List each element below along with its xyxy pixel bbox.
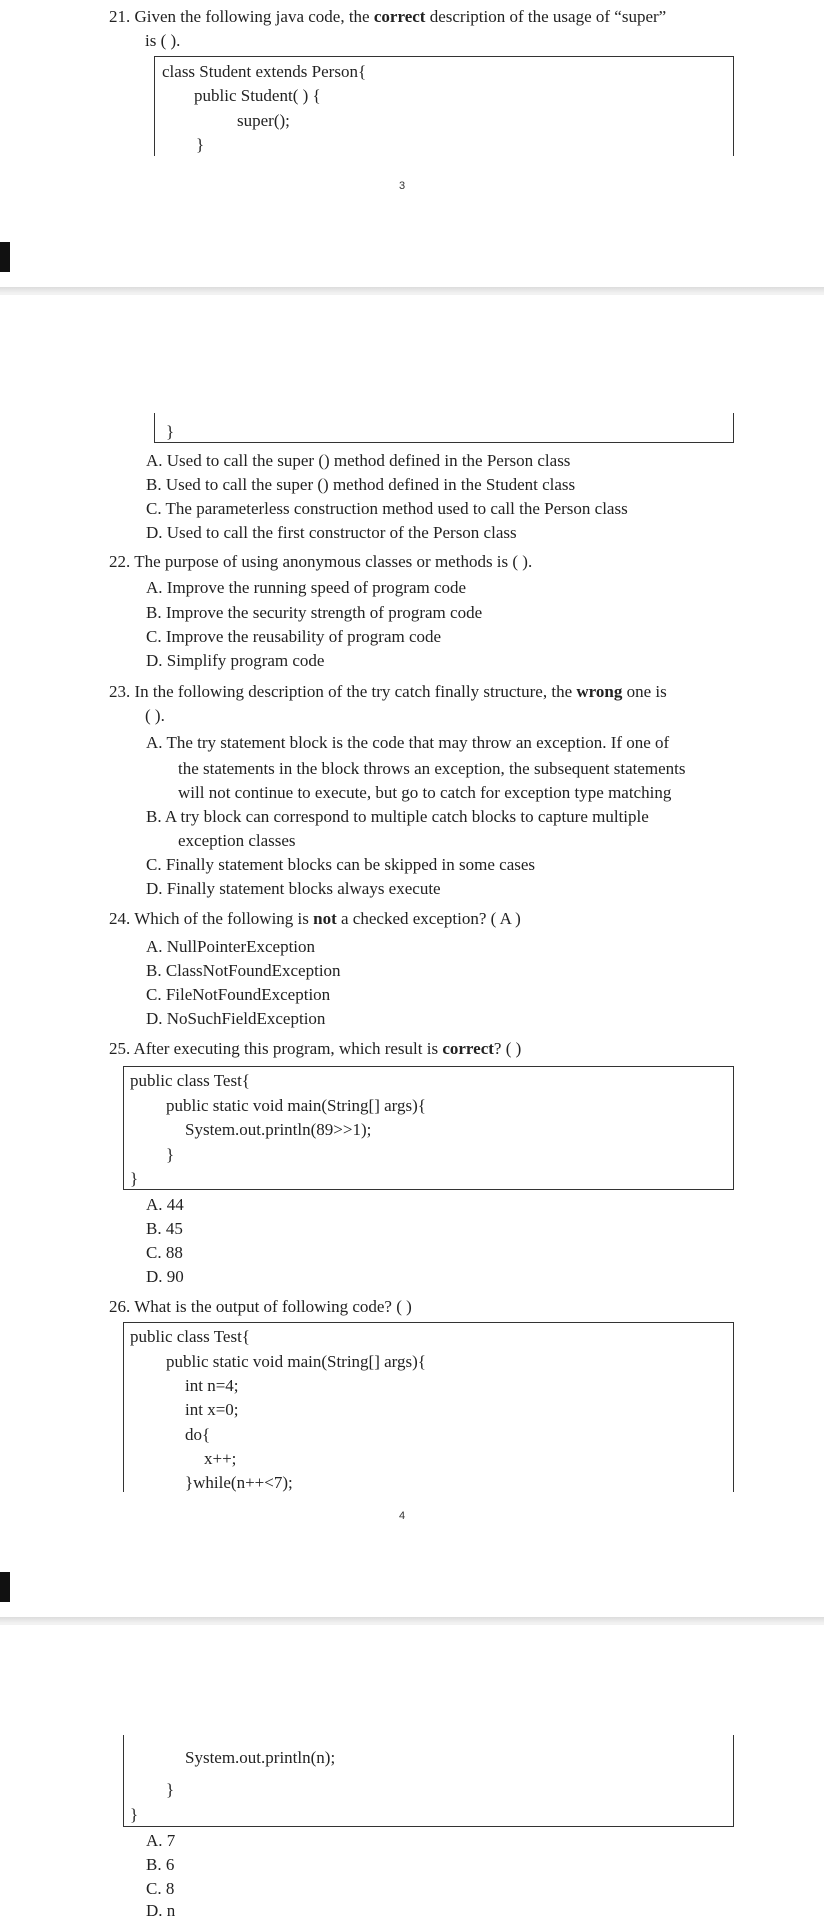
- code-line: }while(n++<7);: [185, 1473, 293, 1492]
- code-line: super();: [237, 111, 290, 130]
- question-26-stem: 26. What is the output of following code? ( ): [109, 1297, 412, 1316]
- question-24-option: B. ClassNotFoundException: [146, 961, 341, 980]
- question-25-stem: 25. After executing this program, which result is correct? ( ): [109, 1039, 522, 1058]
- question-21-stem-line2: is ( ).: [145, 31, 181, 50]
- code-line: }: [130, 1169, 139, 1188]
- page-gap: [0, 1623, 824, 1625]
- question-21-option: C. The parameterless construction method used to call the Person class: [146, 499, 628, 518]
- question-21-option: B. Used to call the super () method defined in the Student class: [146, 475, 576, 494]
- code-line: int n=4;: [185, 1376, 239, 1395]
- code-line: System.out.println(89>>1);: [185, 1120, 372, 1139]
- question-23-option-a: A. The try statement block is the code that may throw an exception. If one of: [146, 733, 670, 752]
- code-line: public static void main(String[] args){: [166, 1096, 426, 1115]
- question-22-option: C. Improve the reusability of program code: [146, 627, 442, 646]
- question-24-option: A. NullPointerException: [146, 937, 316, 956]
- question-25-option: B. 45: [146, 1219, 183, 1238]
- question-23-option-c: C. Finally statement blocks can be skipped in some cases: [146, 855, 536, 874]
- code-line: }: [166, 1780, 175, 1799]
- question-23-option-b: B. A try block can correspond to multiple catch blocks to capture multiple: [146, 807, 649, 826]
- question-23-option-a-cont: will not continue to execute, but go to catch for exception type matching: [178, 783, 672, 802]
- left-edge-marker: [0, 242, 10, 272]
- question-25-option: D. 90: [146, 1267, 184, 1286]
- question-22-option: B. Improve the security strength of program code: [146, 603, 483, 622]
- question-24-option: D. NoSuchFieldException: [146, 1009, 326, 1028]
- page-gap: [0, 293, 824, 295]
- code-line: class Student extends Person{: [162, 62, 367, 81]
- code-line: System.out.println(n);: [185, 1748, 336, 1767]
- question-23-stem-line2: ( ).: [145, 706, 165, 725]
- code-line: public class Test{: [130, 1071, 250, 1090]
- code-line: public class Test{: [130, 1327, 250, 1346]
- question-26-option: A. 7: [146, 1831, 176, 1850]
- question-21-stem: 21. Given the following java code, the correct description of the usage of “super”: [109, 7, 667, 26]
- left-edge-marker: [0, 1572, 10, 1602]
- question-22-option: A. Improve the running speed of program code: [146, 578, 467, 597]
- question-21-option: A. Used to call the super () method defined in the Person class: [146, 451, 571, 470]
- code-line: do{: [185, 1425, 211, 1444]
- question-22-option: D. Simplify program code: [146, 651, 325, 670]
- code-line: }: [130, 1805, 139, 1824]
- code-line: }: [196, 135, 205, 154]
- question-23-option-d: D. Finally statement blocks always execute: [146, 879, 441, 898]
- page-number: 4: [399, 1510, 406, 1522]
- code-line: int x=0;: [185, 1400, 239, 1419]
- question-24-option: C. FileNotFoundException: [146, 985, 331, 1004]
- code-line: }: [166, 422, 175, 441]
- code-line: }: [166, 1145, 175, 1164]
- page-number: 3: [399, 180, 406, 192]
- question-26-option: B. 6: [146, 1855, 175, 1874]
- question-26-option: C. 8: [146, 1879, 175, 1898]
- code-line: public static void main(String[] args){: [166, 1352, 426, 1371]
- question-25-option: A. 44: [146, 1195, 184, 1214]
- code-line: public Student( ) {: [194, 86, 321, 105]
- question-23-option-b-cont: exception classes: [178, 831, 296, 850]
- question-23-option-a-cont: the statements in the block throws an exception, the subsequent statements: [178, 759, 686, 778]
- question-25-option: C. 88: [146, 1243, 183, 1262]
- code-line: x++;: [204, 1449, 237, 1468]
- question-22-stem: 22. The purpose of using anonymous classes or methods is ( ).: [109, 552, 533, 571]
- question-21-option: D. Used to call the first constructor of the Person class: [146, 523, 517, 542]
- question-26-option: D. n: [146, 1901, 176, 1920]
- question-23-stem: 23. In the following description of the try catch finally structure, the wrong one is: [109, 682, 667, 701]
- question-24-stem: 24. Which of the following is not a checked exception? ( A ): [109, 909, 521, 928]
